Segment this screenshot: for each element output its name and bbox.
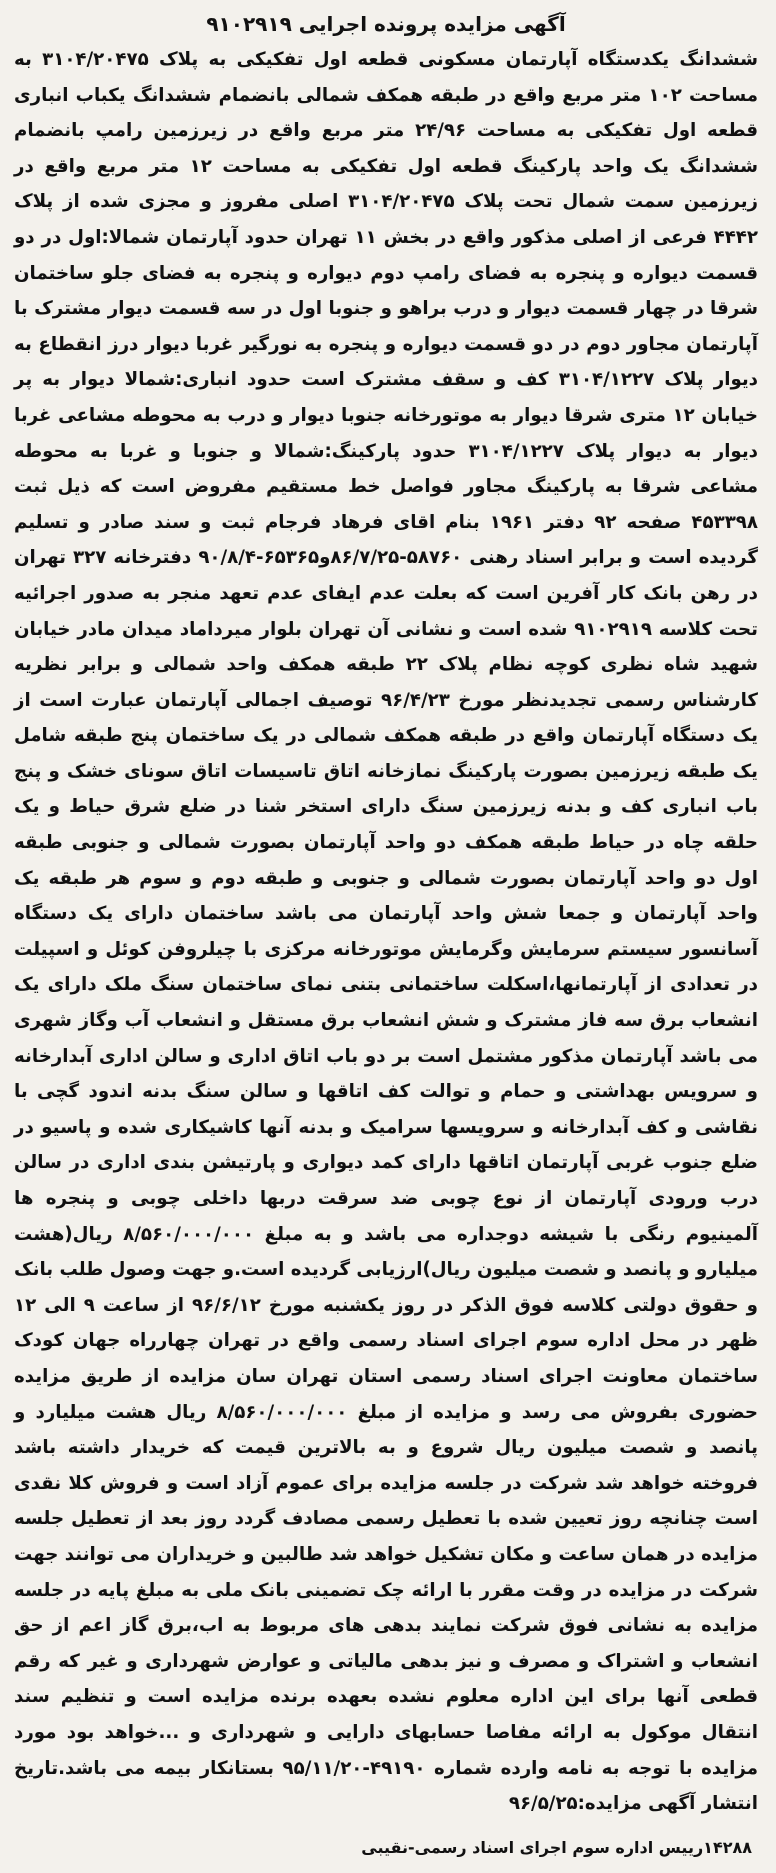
notice-body: ششدانگ یکدستگاه آپارتمان مسکونی قطعه اول تفکیکی به پلاک ۳۱۰۴/۲۰۴۷۵ به مساحت ۱۰۲ متر مربع واقع در طبقه همکف شمالی بانضمام ششدانگ یکباب انباری قطعه اول تفکیکی به مساحت ۲۴/۹۶ متر مربع واقع در زیرزمین رامپ بانضمام ششدانگ یک واحد پارکینگ قطعه اول تفکیکی به مساحت ۱۲ متر مربع واقع در زیرزمین سمت شمال تحت پلاک ۳۱۰۴/۲۰۴۷۵ اصلی مفروز و مجزی شده از پلاک ۴۴۴۲ فرعی از اصلی مذکور واقع در بخش ۱۱ تهران حدود آپارتمان شمالا:اول در دو قسمت دیواره و پنجره به فضای رامپ دوم دیواره و پنجره به فضای جلو ساختمان شرقا در چهار قسمت دیوار و درب براهو و جنوبا اول در سه قسمت دیوار مشترک با آپارتمان مجاور دوم در دو قسمت دیواره و پنجره به نورگیر غربا دیوار درز انقطاع به دیوار پلاک ۳۱۰۴/۱۲۲۷ کف و سقف مشترک است حدود انباری:شمالا دیوار به پر خیابان ۱۲ متری شرقا دیوار به موتورخانه جنوبا دیوار و درب به محوطه مشاعی غربا دیوار به دیوار پلاک ۳۱۰۴/۱۲۲۷ حدود پارکینگ:شمالا و جنوبا و غربا به محوطه مشاعی شرقا به پارکینگ مجاور فواصل خط مستقیم مفروض است که ذیل ثبت ۴۵۳۳۹۸ صفحه ۹۲ دفتر ۱۹۶۱ بنام اقای فرهاد فرجام ثبت و سند صادر و تسلیم گردیده است و برابر اسناد رهنی ۵۸۷۶۰-۸۶/۷/۲۵و۶۵۳۶۵-۹۰/۸/۴ دفترخانه ۳۲۷ تهران در رهن بانک کار آفرین است که بعلت عدم ایفای عدم تعهد منجر به صدور اجرائیه تحت کلاسه ۹۱۰۲۹۱۹ شده است و نشانی آن تهران بلوار میرداماد میدان مادر خیابان شهید شاه نظری کوچه نظام پلاک ۲۲ طبقه همکف واحد شمالی و برابر نظریه کارشناس رسمی تجدیدنظر مورخ ۹۶/۴/۲۳ توصیف اجمالی آپارتمان عبارت است از یک دستگاه آپارتمان واقع در طبقه همکف شمالی در یک ساختمان پنج طبقه شامل یک طبقه زیرزمین بصورت پارکینگ نمازخانه اتاق تاسیسات اتاق سونای خشک و پنج باب انباری کف و بدنه زیرزمین سنگ دارای استخر شنا در ضلع شرق حیاط و یک حلقه چاه در حیاط طبقه همکف دو واحد آپارتمان بصورت شمالی و جنوبی طبقه اول دو واحد آپارتمان بصورت شمالی و جنوبی و طبقه دوم و سوم هر طبقه یک واحد آپارتمان و جمعا شش واحد آپارتمان می باشد ساختمان دارای یک دستگاه آسانسور سیستم سرمایش وگرمایش موتورخانه مرکزی با چیلروفن کوئل و اسپیلت در تعدادی از آپارتمانها،اسکلت ساختمانی بتنی نمای ساختمان سنگ ملک دارای یک انشعاب برق سه فاز مشترک و شش انشعاب برق مستقل و انشعاب آب وگاز شهری می باشد آپارتمان مذکور مشتمل است بر دو باب اتاق اداری و سالن اداری آبدارخانه و سرویس بهداشتی و حمام و توالت کف اتاقها و سالن سنگ بدنه اندود گچی با نقاشی و کف آبدارخانه و سرویسها سرامیک و بدنه آنها کاشیکاری شده و پاسیو در ضلع جنوب غربی آپارتمان اتاقها دارای کمد دیواری و پارتیشن بندی اداری در سالن درب ورودی آپارتمان از نوع چوبی ضد سرقت دربها داخلی چوبی و پنجره ها آلمینیوم رنگی با شیشه دوجداره می باشد و به مبلغ ۸/۵۶۰/۰۰۰/۰۰۰ ریال(هشت میلیارو و پانصد و شصت میلیون ریال)ارزیابی گردیده است.و جهت وصول طلب بانک و حقوق دولتی کلاسه فوق الذکر در روز یکشنبه مورخ ۹۶/۶/۱۲ از ساعت ۹ الی ۱۲ ظهر در محل اداره سوم اجرای اسناد رسمی واقع در تهران چهارراه جهان کودک ساختمان معاونت اجرای اسناد رسمی استان تهران سان مزایده از طریق مزایده حضوری بفروش می رسد و مزایده از مبلغ ۸/۵۶۰/۰۰۰/۰۰۰ ریال هشت میلیارد و پانصد و شصت میلیون ریال شروع و به بالاترین قیمت که خریدار داشته باشد فروخته خواهد شد شرکت در جلسه مزایده برای عموم آزاد است و فروش کلا نقدی است چنانچه روز تعیین شده با تعطیل رسمی مصادف گردد روز بعد از تعطیل جلسه مزایده در همان ساعت و مکان تشکیل خواهد شد طالبین و خریداران می توانند جهت شرکت در مزایده در وقت مقرر با ارائه چک تضمینی بانک ملی به مبلغ پایه در جلسه مزایده به نشانی فوق شرکت نمایند بدهی های مربوط به اب،برق گاز اعم از حق انشعاب و اشتراک و مصرف و نیز بدهی مالیاتی و عوارض شهرداری و غیر که رقم قطعی آنها برای این اداره معلوم نشده بعهده برنده مزایده است و تنظیم سند انتقال موکول به ارائه مفاصا حسابهای دارایی و شهرداری و ...خواهد بود مورد مزایده با توجه به نامه وارده شماره ۴۹۱۹۰-۹۵/۱۱/۲۰ بستانکار بیمه می باشد.تاریخ انتشار آگهی مزایده:۹۶/۵/۲۵ [14,49,759,1815]
notice-signature: ۱۴۲۸۸رییس اداره سوم اجرای اسناد رسمی-نقیبی [361,1837,752,1857]
notice-title: آگهی مزایده پرونده اجرایی ۹۱۰۲۹۱۹ [206,12,566,36]
